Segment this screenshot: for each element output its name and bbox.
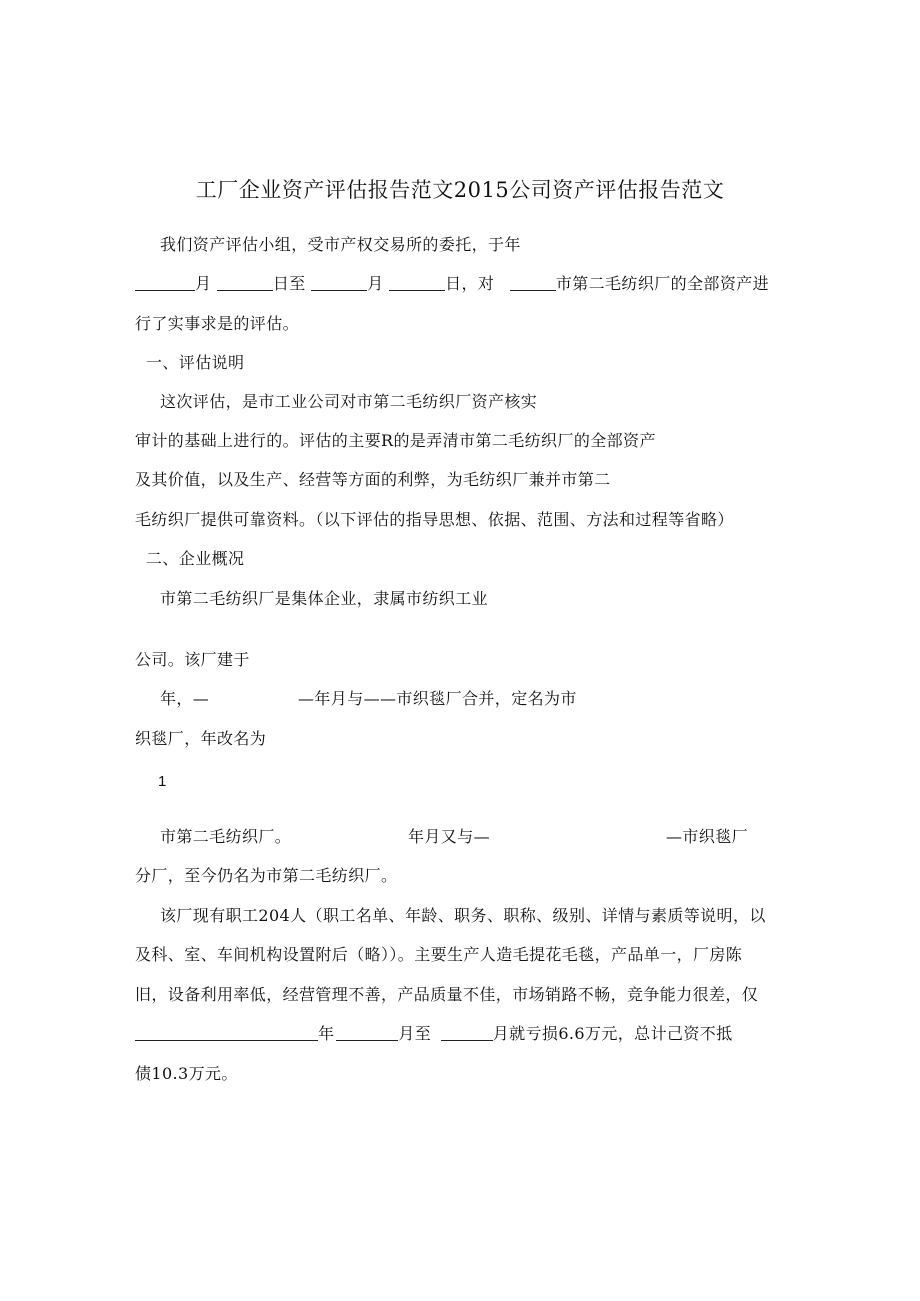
paragraph-line-end: —市织毯厂: [666, 827, 749, 846]
paragraph-line-blanks: [135, 1024, 733, 1044]
paragraph-line: 行了实事求是的评估。: [135, 314, 300, 333]
page-number: 1: [158, 773, 167, 790]
blank-field: [135, 1024, 318, 1041]
paragraph-line: 及其价值，以及生产、经营等方面的利弊，为毛纺织厂兼并市第二: [135, 470, 611, 489]
blank-field: [389, 274, 445, 291]
text-month: 月: [367, 274, 384, 293]
blank-field: [441, 1024, 493, 1041]
paragraph-line: 分厂，至今仍名为市第二毛纺织厂。: [135, 866, 398, 885]
document-title: 工厂企业资产评估报告范文2015公司资产评估报告范文: [195, 178, 725, 202]
paragraph-line: 公司。该厂建于: [135, 650, 250, 669]
paragraph-line: 及科、室、车间机构设置附后（略））。主要生产人造毛提花毛毯，产品单一，厂房陈: [135, 945, 743, 964]
paragraph-line-rest: —年月与——市织毯厂合并，定名为市: [298, 689, 577, 708]
section-heading: 二、企业概况: [146, 549, 245, 568]
blank-field: [217, 274, 273, 291]
blank-field: [510, 274, 556, 291]
paragraph-line: 市第二毛纺织厂是集体企业，隶属市纺织工业: [160, 589, 489, 608]
text-day: 日至: [272, 274, 306, 293]
text-tail: 月就亏损6.6万元，总计己资不抵: [492, 1024, 733, 1043]
paragraph-line-blanks: [135, 274, 769, 294]
blank-field: [135, 274, 195, 291]
paragraph-line-start: 市第二毛纺织厂。: [160, 827, 292, 846]
paragraph-line: 该厂现有职工204人（职工名单、年龄、职务、职称、级别、详情与素质等说明，以: [160, 906, 766, 925]
paragraph-line: 旧，设备利用率低，经营管理不善，产品质量不佳，市场销路不畅，竞争能力很差，仅: [135, 985, 759, 1004]
paragraph-line: 债10.3万元。: [135, 1064, 238, 1083]
section-heading: 一、评估说明: [146, 353, 245, 372]
paragraph-line: 这次评估，是市工业公司对市第二毛纺织厂资产核实: [160, 392, 538, 411]
paragraph-line: 织毯厂，年改名为: [135, 729, 267, 748]
paragraph-line: 我们资产评估小组，受市产权交易所的委托，于年: [160, 235, 521, 254]
blank-field: [311, 274, 367, 291]
paragraph-line: 毛纺织厂提供可靠资料。（以下评估的指导思想、依据、范围、方法和过程等省略）: [135, 510, 734, 529]
text-day: 日，对: [445, 274, 495, 293]
text-month: 月: [195, 274, 212, 293]
paragraph-line-mid: 年月又与—: [408, 827, 491, 846]
paragraph-line-start: 年，—: [160, 689, 210, 708]
paragraph-line: 审计的基础上进行的。评估的主要R的是弄清市第二毛纺织厂的全部资产: [135, 431, 656, 450]
text-year: 年: [318, 1024, 335, 1043]
blank-field: [336, 1024, 398, 1041]
text-month-to: 月至: [398, 1024, 432, 1043]
text-tail: 市第二毛纺织厂的全部资产进: [555, 274, 770, 293]
